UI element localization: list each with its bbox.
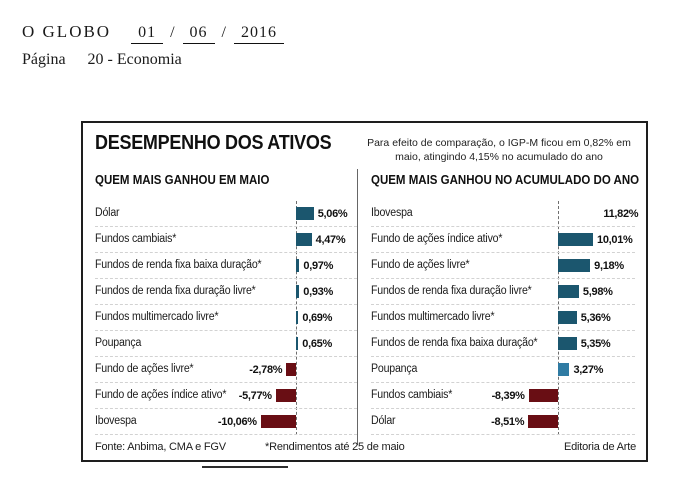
infographic-footer: [83, 441, 646, 455]
chart-row: [371, 305, 635, 331]
date-day: 01: [131, 24, 163, 44]
value-label: 0,69%: [302, 312, 333, 324]
positive-bar: [296, 285, 299, 298]
chart-row: [95, 409, 357, 435]
positive-bar: [296, 207, 314, 220]
chart-gains-may-rows: [95, 201, 357, 435]
comparison-note-line1: Para efeito de comparação, o IGP-M ficou em 0,82% em: [367, 137, 631, 149]
asset-label: Fundos de renda fixa duração livre*: [371, 285, 532, 297]
chart-row: [371, 409, 635, 435]
chart-row: [371, 383, 635, 409]
value-label: 0,93%: [303, 286, 333, 298]
value-label: -5,77%: [238, 390, 272, 402]
positive-bar: [558, 233, 593, 246]
value-label: 0,97%: [303, 260, 334, 272]
chart-row: [95, 279, 357, 305]
chart-row: [95, 357, 357, 383]
page-section-line: [22, 51, 284, 69]
column-divider: [357, 169, 358, 445]
date-year: 2016: [234, 24, 284, 44]
positive-bar: [296, 337, 298, 350]
negative-bar: [276, 389, 296, 402]
asset-label: Fundos multimercado livre*: [371, 311, 495, 323]
chart-gains-ytd-title: QUEM MAIS GANHOU NO ACUMULADO DO ANO: [371, 173, 640, 187]
positive-bar: [558, 311, 577, 324]
negative-bar: [529, 389, 558, 402]
value-label: 5,98%: [582, 286, 613, 298]
asset-label: Fundos de renda fixa duração livre*: [95, 285, 256, 297]
publication-line: [22, 22, 284, 44]
page-label: Página: [22, 51, 66, 68]
chart-row: [95, 227, 357, 253]
value-label: -8,51%: [491, 416, 525, 428]
chart-row: [371, 279, 635, 305]
infographic-title: DESEMPENHO DOS ATIVOS: [95, 132, 332, 154]
asset-label: Dólar: [95, 207, 120, 219]
chart-row: [371, 331, 635, 357]
chart-row: [95, 305, 357, 331]
negative-bar: [261, 415, 296, 428]
positive-bar: [296, 233, 312, 246]
positive-bar: [558, 285, 579, 298]
value-label: 3,27%: [573, 364, 604, 376]
asset-label: Fundos cambiais*: [371, 389, 453, 401]
asset-label: Fundo de ações livre*: [371, 259, 470, 271]
positive-bar: [296, 311, 298, 324]
positive-bar: [296, 259, 299, 272]
chart-gains-ytd-rows: [371, 201, 639, 435]
publication-name: O GLOBO: [22, 22, 112, 41]
asset-label: Fundos de renda fixa baixa duração*: [95, 259, 262, 271]
value-label: -10,06%: [217, 416, 257, 428]
value-label: 5,36%: [580, 312, 611, 324]
page-number-section: 20 - Economia: [87, 51, 182, 68]
asset-label: Fundo de ações índice ativo*: [95, 389, 227, 401]
asset-label: Fundo de ações livre*: [95, 363, 194, 375]
chart-row: [95, 383, 357, 409]
comparison-note-line2: maio, atingindo 4,15% no acumulado do ano: [395, 151, 603, 164]
chart-row: [371, 357, 635, 383]
value-label: 5,35%: [580, 338, 611, 350]
value-label: 4,47%: [315, 234, 346, 246]
value-label: 9,18%: [594, 260, 624, 272]
publication-date: [131, 24, 284, 44]
chart-row: [371, 227, 635, 253]
asset-label: Ibovespa: [95, 415, 137, 427]
comparison-note: [365, 136, 633, 164]
page-header: [22, 22, 284, 69]
art-credit: Editoria de Arte: [563, 441, 636, 453]
infographic-box: [81, 121, 648, 462]
asset-label: Poupança: [95, 337, 142, 349]
asset-label: Fundos multimercado livre*: [95, 311, 219, 323]
value-label: 10,01%: [597, 234, 633, 246]
chart-gains-may-title: QUEM MAIS GANHOU EM MAIO: [95, 173, 270, 187]
chart-gains-may: [95, 173, 357, 428]
asset-label: Fundo de ações índice ativo*: [371, 233, 503, 245]
source-credit: Fonte: Anbima, CMA e FGV: [95, 441, 226, 453]
negative-bar: [528, 415, 558, 428]
chart-row: [371, 201, 639, 227]
value-label: 0,65%: [302, 338, 332, 350]
value-label: -8,39%: [491, 390, 525, 402]
value-label: 11,82%: [603, 208, 639, 220]
positive-bar: [558, 363, 569, 376]
date-separator: /: [170, 24, 176, 41]
value-label: -2,78%: [249, 364, 283, 376]
date-month: 06: [183, 24, 215, 44]
negative-bar: [286, 363, 296, 376]
chart-row: [95, 331, 357, 357]
asset-label: Fundos de renda fixa baixa duração*: [371, 337, 538, 349]
positive-bar: [558, 337, 577, 350]
positive-bar: [558, 259, 590, 272]
date-separator: /: [221, 24, 227, 41]
value-label: 5,06%: [317, 208, 348, 220]
asset-label: Poupança: [371, 363, 418, 375]
footnote: *Rendimentos até 25 de maio: [265, 441, 405, 453]
chart-row: [95, 201, 357, 227]
chart-row: [371, 253, 635, 279]
scan-underline-mark: [202, 466, 288, 468]
asset-label: Dólar: [371, 415, 396, 427]
chart-gains-ytd: [371, 173, 640, 428]
asset-label: Ibovespa: [371, 207, 413, 219]
chart-row: [95, 253, 357, 279]
asset-label: Fundos cambiais*: [95, 233, 177, 245]
